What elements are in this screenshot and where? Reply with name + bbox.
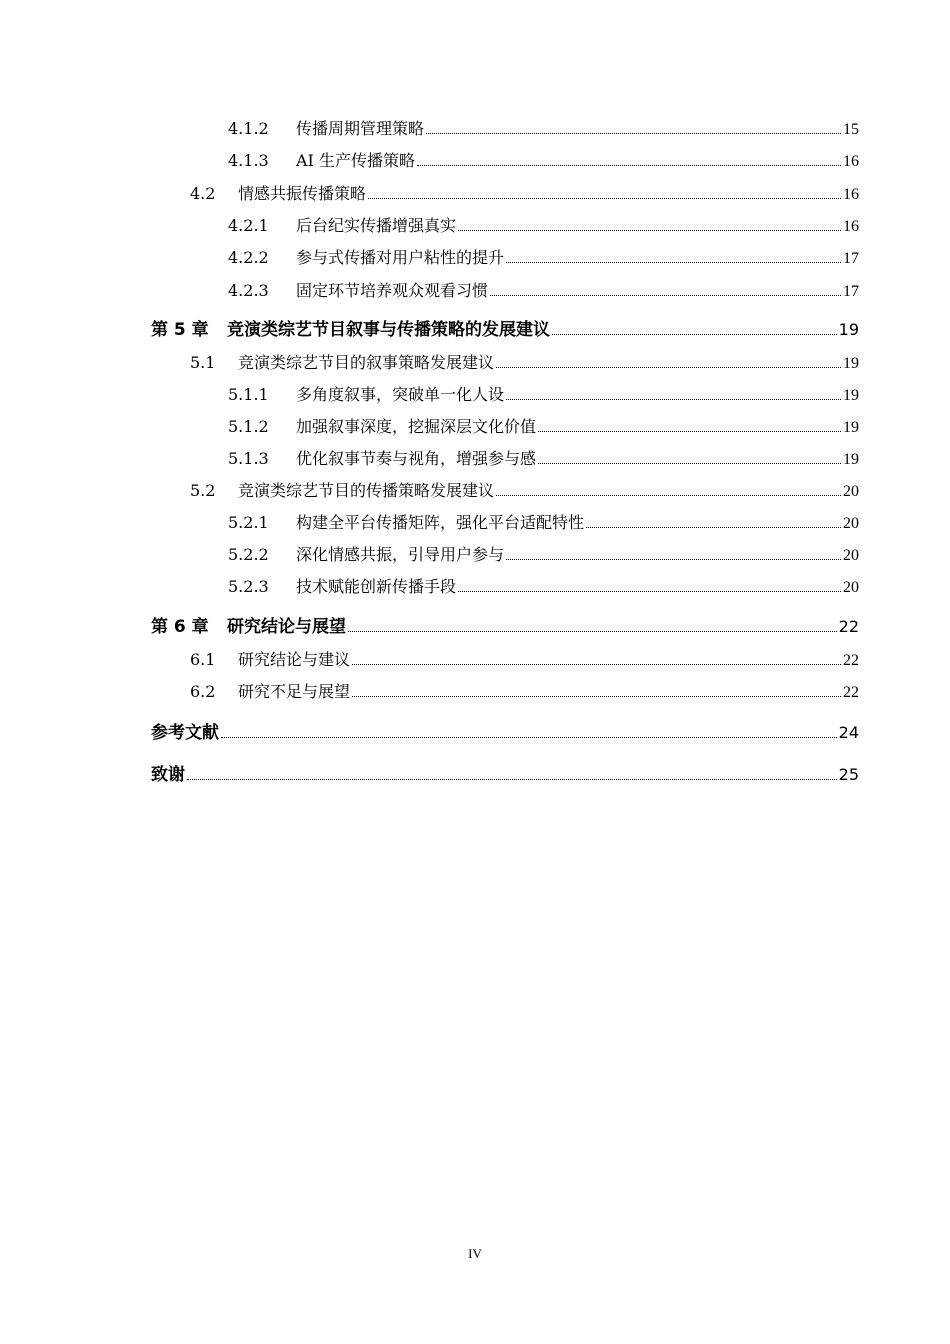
toc-entry-number: 第 6 章 (151, 617, 209, 637)
toc-entry-page: 22 (843, 652, 859, 669)
toc-entry-page: 24 (838, 723, 859, 742)
dot-leader (417, 164, 841, 166)
toc-entry-4-2-3[interactable] (228, 283, 859, 300)
toc-entry-number: 6.1 (190, 650, 216, 669)
toc-entry-page: 19 (843, 355, 859, 372)
toc-entry-number: 5.2.1 (228, 513, 269, 532)
toc-entry-title: 传播周期管理策略 (296, 119, 425, 138)
toc-entry-5-1-3[interactable] (228, 451, 859, 468)
toc-entry-title: 后台纪实传播增强真实 (296, 216, 457, 235)
toc-entry-title: 参考文献 (151, 723, 219, 743)
dot-leader (506, 558, 841, 560)
toc-entry-page: 25 (838, 765, 859, 784)
toc-entry-5-1-2[interactable] (228, 419, 859, 436)
toc-entry-4-2[interactable] (190, 186, 859, 203)
dot-leader (496, 366, 841, 368)
toc-entry-6-2[interactable] (190, 684, 859, 701)
dot-leader (352, 663, 841, 665)
toc-entry-title: 构建全平台传播矩阵，强化平台适配特性 (296, 513, 585, 532)
toc-entry-title: 竞演类综艺节目的叙事策略发展建议 (238, 353, 495, 372)
toc-entry-page: 20 (843, 483, 859, 500)
toc-entry-number: 4.2 (190, 184, 216, 203)
toc-entry-title: 技术赋能创新传播手段 (296, 577, 457, 596)
toc-entry-number: 第 5 章 (151, 320, 209, 340)
dot-leader (352, 695, 841, 697)
toc-entry-5-2[interactable] (190, 483, 859, 500)
toc-entry-page: 19 (843, 387, 859, 404)
toc-entry-number: 5.1 (190, 353, 216, 372)
toc-entry-title: 情感共振传播策略 (238, 184, 367, 203)
toc-entry-title: 研究结论与建议 (238, 650, 351, 669)
toc-entry-references[interactable] (151, 725, 859, 742)
toc-entry-number: 4.2.1 (228, 216, 269, 235)
toc-entry-acknowledgements[interactable] (151, 767, 859, 784)
toc-entry-6-1[interactable] (190, 652, 859, 669)
toc-entry-page: 20 (843, 547, 859, 564)
toc-entry-title: AI 生产传播策略 (296, 151, 415, 170)
dot-leader (348, 630, 837, 632)
toc-entry-page: 16 (843, 186, 859, 203)
toc-entry-number: 5.2.3 (228, 577, 269, 596)
page-number-footer: IV (468, 1246, 482, 1261)
toc-entry-page: 17 (843, 283, 859, 300)
toc-entry-title: 加强叙事深度，挖掘深层文化价值 (296, 417, 537, 436)
toc-entry-chapter-5[interactable] (151, 322, 859, 339)
toc-entry-page: 16 (843, 153, 859, 170)
toc-entry-title: 参与式传播对用户粘性的提升 (296, 248, 505, 267)
dot-leader (506, 398, 841, 400)
toc-entry-number: 5.1.3 (228, 449, 269, 468)
toc-entry-number: 4.2.3 (228, 281, 269, 300)
dot-leader (458, 590, 841, 592)
toc-entry-4-2-1[interactable] (228, 218, 859, 235)
toc-entry-5-2-2[interactable] (228, 547, 859, 564)
dot-leader (490, 294, 841, 296)
toc-entry-title: 研究不足与展望 (238, 682, 351, 701)
toc-entry-page: 22 (838, 617, 859, 636)
dot-leader (368, 197, 841, 199)
toc-entry-page: 19 (843, 451, 859, 468)
toc-entry-number: 5.2.2 (228, 545, 269, 564)
toc-entry-page: 20 (843, 515, 859, 532)
dot-leader (538, 462, 841, 464)
toc-entry-title: 竞演类综艺节目的传播策略发展建议 (238, 481, 495, 500)
dot-leader (506, 261, 841, 263)
toc-entry-page: 19 (843, 419, 859, 436)
dot-leader (586, 526, 841, 528)
dot-leader (458, 229, 841, 231)
toc-entry-title: 深化情感共振，引导用户参与 (296, 545, 505, 564)
toc-entry-number: 5.1.1 (228, 385, 269, 404)
toc-entry-page: 16 (843, 218, 859, 235)
toc-entry-page: 15 (843, 121, 859, 138)
toc-entry-title: 研究结论与展望 (227, 617, 346, 637)
toc-entry-title: 多角度叙事，突破单一化人设 (296, 385, 505, 404)
toc-entry-number: 5.1.2 (228, 417, 269, 436)
toc-entry-page: 19 (838, 320, 859, 339)
toc-entry-number: 5.2 (190, 481, 216, 500)
toc-entry-4-1-2[interactable] (228, 121, 859, 138)
toc-entry-5-2-3[interactable] (228, 579, 859, 596)
toc-entry-number: 4.2.2 (228, 248, 269, 267)
dot-leader (187, 778, 837, 780)
toc-entry-title: 优化叙事节奏与视角，增强参与感 (296, 449, 537, 468)
toc-entry-title: 致谢 (151, 765, 185, 785)
toc-entry-title: 固定环节培养观众观看习惯 (296, 281, 489, 300)
toc-entry-4-2-2[interactable] (228, 250, 859, 267)
toc-entry-title: 竞演类综艺节目叙事与传播策略的发展建议 (227, 320, 550, 340)
toc-entry-page: 17 (843, 250, 859, 267)
toc-entry-page: 22 (843, 684, 859, 701)
dot-leader (221, 736, 837, 738)
toc-entry-number: 6.2 (190, 682, 216, 701)
dot-leader (538, 430, 841, 432)
toc-entry-5-2-1[interactable] (228, 515, 859, 532)
toc-entry-number: 4.1.3 (228, 151, 269, 170)
dot-leader (426, 132, 841, 134)
toc-entry-5-1[interactable] (190, 355, 859, 372)
toc-entry-page: 20 (843, 579, 859, 596)
toc-entry-5-1-1[interactable] (228, 387, 859, 404)
toc-entry-4-1-3[interactable] (228, 153, 859, 170)
toc-entry-number: 4.1.2 (228, 119, 269, 138)
toc-entry-chapter-6[interactable] (151, 619, 859, 636)
dot-leader (496, 494, 841, 496)
dot-leader (552, 333, 837, 335)
